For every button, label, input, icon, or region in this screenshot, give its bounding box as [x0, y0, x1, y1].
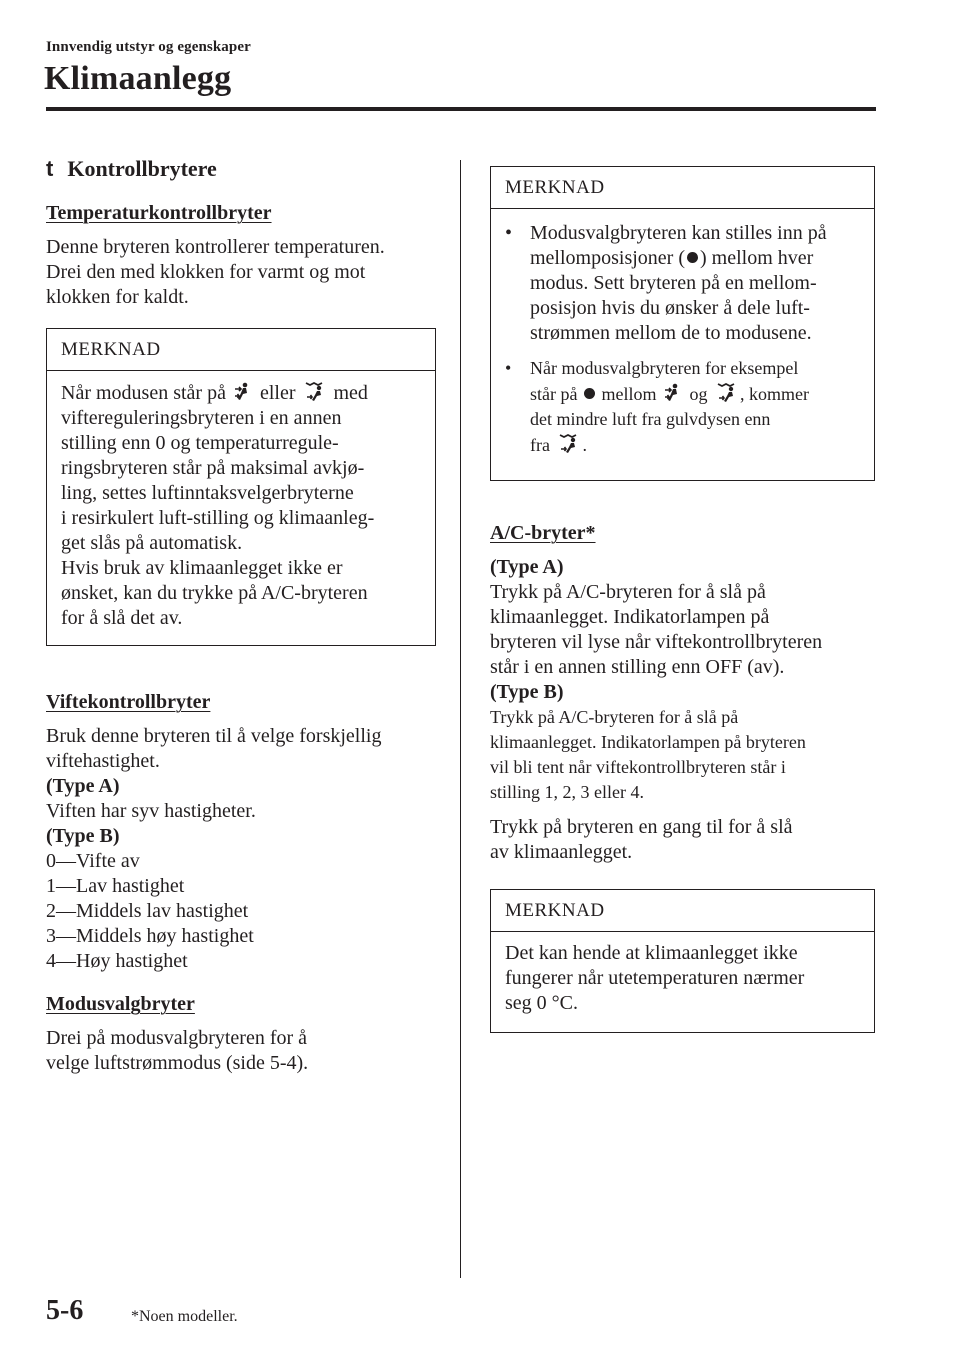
text-line: seg 0 °C. [505, 992, 578, 1014]
text-line: ringsbryteren står på maksimal avkjø- [61, 457, 365, 479]
bilevel-vent-icon [234, 382, 252, 402]
text-fragment: med [333, 382, 368, 404]
temperature-text [46, 235, 436, 310]
section-title: Kontrollbrytere [67, 156, 217, 181]
text-line: Viften har syv hastigheter. [46, 800, 256, 822]
text-fragment: mellom [601, 384, 657, 404]
text-line: Når modusvalgbryteren for eksempel [530, 358, 799, 378]
text-line: Trykk på A/C-bryteren for å slå på [490, 707, 739, 727]
note-body [491, 932, 874, 1032]
text-line [61, 380, 421, 406]
text-fragment: og [689, 384, 708, 404]
temperature-heading: Temperaturkontrollbryter [46, 202, 272, 224]
text-line: av klimaanlegget. [490, 841, 633, 863]
text-line: vil bli tent når viftekontrollbryteren står i [490, 757, 786, 777]
note-body [47, 371, 435, 645]
mode-text [46, 1026, 436, 1076]
text-line: velge luftstrømmodus (side 5-4). [46, 1052, 309, 1074]
text-line: klimaanlegget. Indikatorlampen på bryteren [490, 732, 806, 752]
text-line: modus. Sett bryteren på en mellom- [530, 272, 817, 294]
text-line: Bruk denne bryteren til å velge forskjellig [46, 725, 382, 747]
text-fragment: , kommer [739, 384, 809, 404]
text-line: Trykk på A/C-bryteren for å slå på [490, 581, 766, 603]
bullet-icon: • [505, 222, 513, 244]
text-line: bryteren vil lyse når viftekontrollbryteren [490, 631, 823, 653]
note-body [491, 209, 874, 480]
text-fragment: mellomposisjoner ( [530, 247, 685, 269]
ac-heading: A/C-bryter* [490, 522, 596, 544]
text-line [530, 381, 860, 407]
text-line: står i en annen stilling enn OFF (av). [490, 656, 785, 678]
filled-dot-icon [584, 388, 595, 399]
bullet-icon: • [505, 358, 512, 378]
ac-type-a [490, 555, 875, 805]
speed-item: 0—Vifte av [46, 850, 140, 872]
speed-item: 1—Lav hastighet [46, 875, 185, 897]
text-line: det mindre luft fra gulvdysen enn [530, 409, 771, 429]
text-line: Modusvalgbryteren kan stilles inn på [530, 222, 827, 244]
note-title: MERKNAD [491, 167, 874, 209]
text-line: Det kan hende at klimaanlegget ikke [505, 942, 798, 964]
breadcrumb: Innvendig utstyr og egenskaper [46, 39, 251, 55]
text-line: Denne bryteren kontrollerer temperaturen. [46, 236, 385, 258]
text-line: ønsket, kan du trykke på A/C-bryteren [61, 582, 368, 604]
type-label: (Type A) [490, 556, 564, 578]
text-line: stilling 1, 2, 3 eller 4. [490, 782, 644, 802]
text-line: Drei den med klokken for varmt og mot [46, 261, 366, 283]
left-column [46, 156, 436, 1086]
note-box-3 [490, 889, 875, 1033]
text-line: Drei på modusvalgbryteren for å [46, 1027, 308, 1049]
text-fragment: ) mellom hver [699, 247, 814, 269]
text-line: ling, settes luftinntaksvelgerbryterne [61, 482, 354, 504]
text-line: klimaanlegget. Indikatorlampen på [490, 606, 770, 628]
text-fragment: fra [530, 435, 550, 455]
text-line: fungerer når utetemperaturen nærmer [505, 967, 805, 989]
section-heading [46, 156, 436, 181]
speed-item: 3—Middels høy hastighet [46, 925, 254, 947]
text-line: stilling enn 0 og temperaturregule- [61, 432, 339, 454]
speed-item: 4—Høy hastighet [46, 950, 188, 972]
floor-defrost-icon [715, 381, 737, 403]
note-list [505, 221, 860, 458]
type-label: (Type B) [46, 825, 120, 847]
text-line: Trykk på bryteren en gang til for å slå [490, 816, 793, 838]
text-line: viftehastighet. [46, 750, 160, 772]
text-line [530, 432, 860, 458]
filled-dot-icon [687, 252, 698, 263]
text-fragment: . [582, 435, 587, 455]
text-fragment: Når modusen står på [61, 382, 226, 404]
right-column [490, 166, 875, 1033]
mode-heading: Modusvalgbryter [46, 993, 195, 1015]
fan-text [46, 724, 436, 974]
text-line: posisjon hvis du ønsker å dele luft- [530, 297, 810, 319]
text-line: i resirkulert luft-stilling og klimaanleg- [61, 507, 375, 529]
speed-item: 2—Middels lav hastighet [46, 900, 249, 922]
text-line: for å slå det av. [61, 607, 183, 629]
type-label: (Type B) [490, 681, 564, 703]
chapter-title: Klimaanlegg [44, 60, 232, 97]
column-divider [460, 160, 461, 1278]
list-item [505, 221, 860, 346]
note-title: MERKNAD [491, 890, 874, 932]
type-label: (Type A) [46, 775, 120, 797]
header-rule [46, 107, 876, 111]
text-line: strømmen mellom de to modusene. [530, 322, 812, 344]
text-line: viftereguleringsbryteren i en annen [61, 407, 342, 429]
floor-defrost-icon [303, 380, 325, 402]
note-title: MERKNAD [47, 329, 435, 371]
text-line: klokken for kaldt. [46, 286, 189, 308]
bilevel-vent-icon [664, 383, 682, 403]
text-line [530, 246, 860, 271]
section-bullet-icon: t [46, 156, 54, 181]
text-fragment: står på [530, 384, 578, 404]
ac-off-text [490, 815, 875, 865]
text-line: Hvis bruk av klimaanlegget ikke er [61, 557, 343, 579]
page-number: 5-6 [46, 1295, 84, 1326]
note-box-1 [46, 328, 436, 646]
list-item [505, 356, 860, 458]
footnote: *Noen modeller. [131, 1308, 238, 1325]
note-box-2 [490, 166, 875, 481]
text-line: get slås på automatisk. [61, 532, 243, 554]
floor-defrost-icon [557, 432, 579, 454]
text-fragment: eller [259, 382, 296, 404]
fan-heading: Viftekontrollbryter [46, 691, 211, 713]
